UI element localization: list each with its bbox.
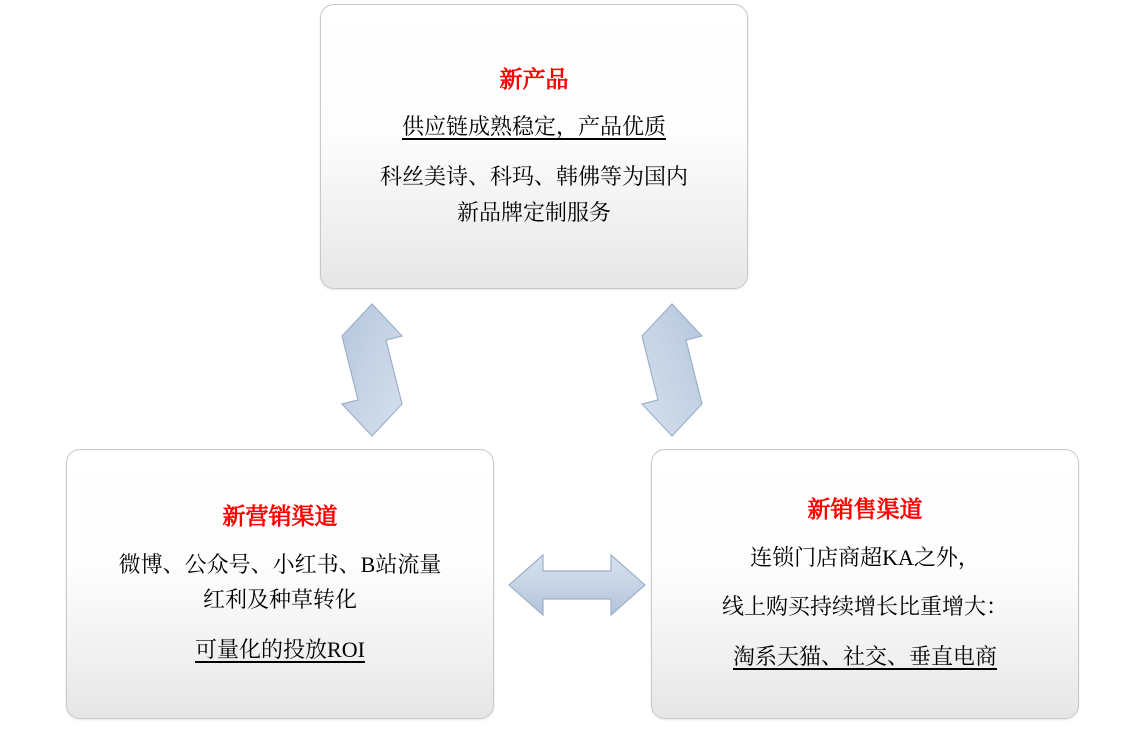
connector-marketing-sales-arrow (505, 549, 649, 621)
node-new-sales-channel-line-2: 线上购买持续增长比重增大： (721, 594, 1008, 620)
node-new-product-line-3: 新品牌定制服务 (456, 199, 611, 225)
node-new-product-line-2: 科丝美诗、科玛、韩佛等为国内 (379, 163, 688, 189)
node-new-marketing-channel[interactable] (66, 449, 494, 719)
node-new-sales-channel[interactable] (651, 449, 1079, 719)
connector-product-sales-arrow (638, 300, 768, 440)
node-new-sales-channel-line-3: 淘系天猫、社交、垂直电商 (732, 644, 997, 670)
node-new-product-title: 新产品 (499, 66, 569, 92)
node-new-sales-channel-line-1: 连锁门店商超KA之外， (750, 544, 980, 570)
node-new-product[interactable] (320, 4, 748, 289)
node-new-marketing-channel-line-1: 微博、公众号、小红书、B站流量 (118, 551, 442, 577)
connector-product-marketing-arrow (338, 300, 468, 440)
node-new-marketing-channel-line-2: 红利及种草转化 (202, 587, 357, 613)
node-new-product-line-1: 供应链成熟稳定，产品优质 (401, 114, 666, 140)
node-new-marketing-channel-title: 新营销渠道 (222, 504, 338, 530)
node-new-marketing-channel-line-3: 可量化的投放ROI (195, 637, 365, 663)
node-new-sales-channel-title: 新销售渠道 (807, 497, 923, 523)
